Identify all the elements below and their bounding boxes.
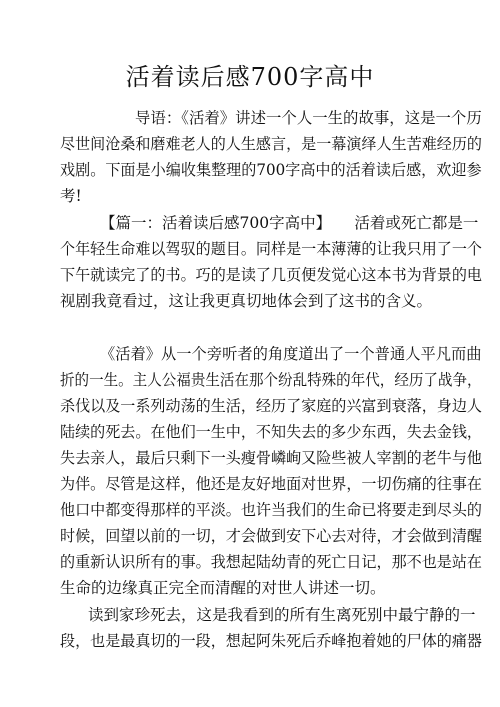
text-line: 导语：《活着》讲述一个人一生的故事，这是一个历 [135, 109, 482, 127]
text-line: 为伴。尽管是这样，他还是友好地面对世界，一切伤痛的往事在 [60, 475, 483, 493]
text-line: 尽世间沧桑和磨难老人的人生感言，是一幕演绎人生苦难经历的 [60, 135, 483, 153]
text-line: 他口中都变得那样的平淡。也许当我们的生命已将要走到尽头的 [60, 501, 483, 519]
text-line: 视剧我竟看过，这让我更真切地体会到了这书的含义。 [60, 292, 433, 310]
text-line: 考! [60, 187, 82, 205]
text-line: 折的一生。主人公福贵生活在那个纷乱特殊的年代，经历了战争， [60, 371, 482, 389]
text-line: 戏剧。下面是小编收集整理的700字高中的活着读后感，欢迎参 [60, 161, 482, 179]
text-line: 时候，回望以前的一切，才会做到安下心去对待，才会做到清醒 [60, 527, 483, 545]
text-line: 的重新认识所有的事。我想起陆幼青的死亡日记，那不也是站在 [60, 553, 483, 571]
section-heading-line: 【篇一：活着读后感700字高中】 活着或死亡都是一 [100, 214, 479, 232]
text-line: 段，也是最真切的一段，想起阿朱死后乔峰抱着她的尸体的痛器 [60, 632, 483, 650]
text-line: 个年轻生命难以驾驭的题目。同样是一本薄薄的让我只用了一个 [60, 240, 483, 258]
text-line: 《活着》从一个旁听者的角度道出了一个普通人平凡而曲 [100, 345, 482, 363]
text-line: 杀伐以及一系列动荡的生活，经历了家庭的兴富到衰落，身边人 [60, 397, 483, 415]
text-line: 失去亲人，最后只剩下一头瘦骨嶙峋又险些被人宰割的老牛与他 [60, 449, 483, 467]
text-line: 陆续的死去。在他们一生中，不知失去的多少东西，失去金钱， [60, 423, 483, 441]
text-line: 下午就读完了的书。巧的是读了几页便发觉心这本书为背景的电 [60, 266, 483, 284]
text-line: 读到家珍死去，这是我看到的所有生离死别中最宁静的一 [88, 606, 476, 624]
page-title: 活着读后感700字高中 [125, 63, 375, 91]
text-line: 生命的边缘真正完全而清醒的对世人讲述一切。 [60, 579, 386, 597]
